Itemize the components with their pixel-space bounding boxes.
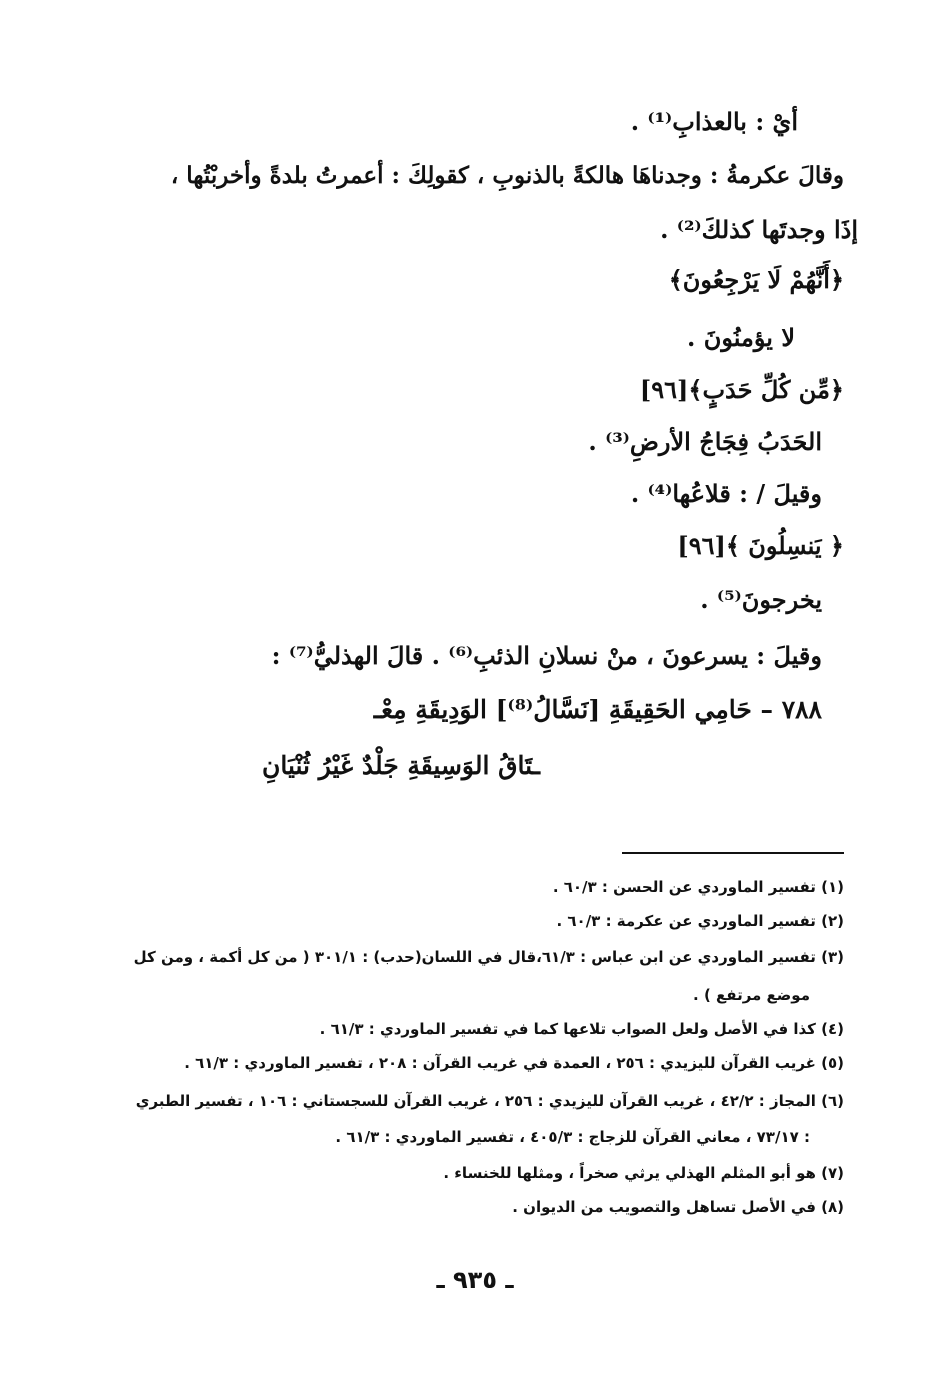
body-line-5: لا يؤمنُونَ . [687, 323, 795, 352]
footnote-3: (٣) تفسير الماوردي عن ابن عباس : ٦١/٣،قال في اللسان(حدب) : ٣٠١/١ ( من كل أكمة ، ومن كل [133, 948, 844, 966]
body-line-10: يخرجونَ⁽⁵⁾ . [700, 585, 822, 614]
body-line-7: الحَدَبُ فِجَاجُ الأرضِ⁽³⁾ . [588, 427, 822, 456]
body-line-1: أيْ : بالعذابِ⁽¹⁾ . [630, 107, 798, 136]
footnote-2: (٢) تفسير الماوردي عن عكرمة : ٦٠/٣ . [556, 912, 844, 930]
footnote-6-continued: : ٧٣/١٧ ، معاني القرآن للزجاج : ٤٠٥/٣ ، تفسير الماوردي : ٦١/٣ . [335, 1128, 810, 1146]
body-line-2: وقالَ عكرمةُ : وجدناهَا هالكةً بالذنوبِ ، كقولِكَ : أعمرتُ بلدةً وأخربْتُها ، [170, 162, 844, 189]
footnote-1: (١) تفسير الماوردي عن الحسن : ٦٠/٣ . [552, 878, 844, 896]
footnote-8: (٨) في الأصل تساهل والتصويب من الديوان . [512, 1198, 844, 1216]
body-line-11: وقيلَ : يسرعونَ ، منْ نسلانِ الذئبِ⁽⁶⁾ . قالَ الهذليُّ⁽⁷⁾ : [271, 641, 822, 670]
quran-verse-2: ﴿مِّن كُلِّ حَدَبٍ﴾[٩٦] [639, 375, 844, 404]
page-number: ـ ٩٣٥ ـ [436, 1266, 514, 1294]
body-line-3: إذَا وجدتَها كذلكَ⁽²⁾ . [660, 215, 858, 244]
footnote-6: (٦) المجاز : ٤٢/٢ ، غريب القرآن لليزيدي : ٢٥٦ ، غريب القرآن للسجستاني : ١٠٦ ، تفسير الطبري [135, 1092, 844, 1110]
footnote-3-continued: موضع مرتفع ) . [693, 986, 810, 1004]
quran-verse-1: ﴿أَنَّهُمْ لَا يَرْجِعُونَ﴾ [668, 265, 844, 294]
body-line-8: وقيلَ / : قلاعُها⁽⁴⁾ . [630, 479, 822, 508]
footnote-separator [622, 852, 844, 854]
poem-verse-2: ـتَاقُ الوَسِيقَةِ جَلْدٌ غَيْرُ ثُنْيَانِ [261, 751, 540, 780]
quran-verse-3: ﴿ يَنسِلُونَ ﴾[٩٦] [677, 531, 844, 560]
footnote-5: (٥) غريب القرآن لليزيدي : ٢٥٦ ، العمدة في غريب القرآن : ٢٠٨ ، تفسير الماوردي : ٦١/٣ . [184, 1054, 844, 1072]
footnote-4: (٤) كذا في الأصل ولعل الصواب تلاعها كما في تفسير الماوردي : ٦١/٣ . [319, 1020, 844, 1038]
poem-verse-1: ٧٨٨ – حَامِي الحَقِيقَةِ [نَسَّالُ⁽⁸⁾] الوَدِيقَةِ مِعْـ [373, 695, 822, 724]
footnote-7: (٧) هو أبو المثلم الهذلي يرثي صخراً ، ومثلها للخنساء . [443, 1164, 844, 1182]
